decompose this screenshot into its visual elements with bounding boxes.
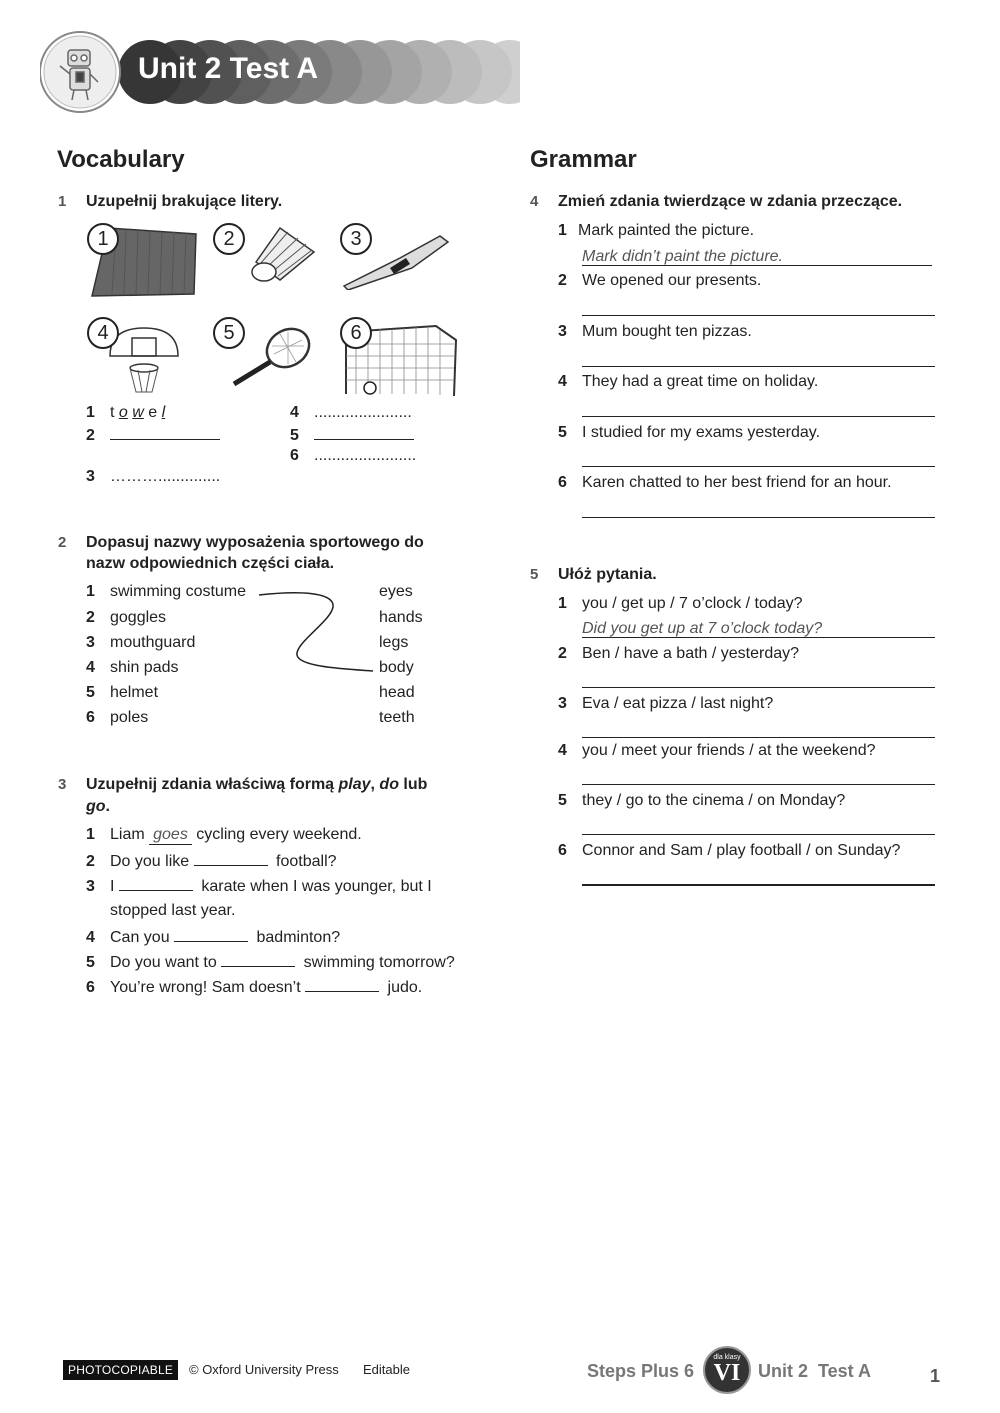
photocopiable-label: PHOTOCOPIABLE	[63, 1360, 178, 1380]
ex4-item-3-num: 3	[558, 323, 567, 340]
ex2-left-6[interactable]	[86, 709, 148, 727]
ex2-left-2-text: goggles	[110, 609, 167, 626]
ex4-item-6-line[interactable]	[582, 517, 935, 518]
ex3-item-4-post: badminton?	[252, 929, 341, 946]
ex4-item-1-num: 1	[558, 222, 567, 239]
ex1-answer-5[interactable]	[290, 425, 414, 445]
ex3-item-1-post: cycling every weekend.	[191, 826, 362, 843]
ex5-item-1	[558, 595, 803, 613]
ex4-item-4-num: 4	[558, 373, 567, 390]
ex3-item-2-blank[interactable]	[194, 851, 268, 866]
ex3-title-main: Uzupełnij zdania właściwą formą	[86, 776, 339, 793]
exercise-1-number: 1	[58, 193, 67, 210]
exercise-3-number: 3	[58, 776, 67, 793]
ex3-item-1-num: 1	[86, 826, 95, 843]
ex3-word-play: play	[338, 776, 371, 793]
ex5-item-2	[558, 645, 799, 663]
ex3-item-4-blank[interactable]	[174, 927, 248, 942]
ex4-item-1-answer[interactable]: Mark didn’t paint the picture.	[582, 248, 783, 265]
exercise-5-number: 5	[530, 566, 539, 583]
ex5-item-1-num: 1	[558, 595, 567, 612]
ex5-item-4-text: you / meet your friends / at the weekend?	[582, 742, 876, 759]
ex4-item-4-text: They had a great time on holiday.	[582, 373, 819, 390]
ex2-left-4-text: shin pads	[110, 659, 179, 676]
ex5-item-2-line[interactable]	[582, 687, 935, 688]
exercise-1-title: Uzupełnij brakujące litery.	[86, 193, 283, 210]
ex3-item-1	[86, 826, 362, 845]
ex2-left-4-num: 4	[86, 659, 95, 676]
ex5-item-1-answer[interactable]: Did you get up at 7 o’clock today?	[582, 620, 823, 637]
grammar-heading: Grammar	[530, 146, 637, 173]
ex3-item-2-pre: Do you like	[110, 853, 194, 870]
ex5-item-6-line[interactable]	[582, 884, 935, 886]
ex2-left-5-text: helmet	[110, 684, 159, 701]
ex2-left-4[interactable]	[86, 659, 179, 677]
exercise-4-title: Zmień zdania twierdzące w zdania przeczące.	[558, 193, 903, 210]
ex2-left-5[interactable]	[86, 684, 158, 702]
ex2-left-6-num: 6	[86, 709, 95, 726]
ex4-item-3-line[interactable]	[582, 366, 935, 367]
exercise-2-title-line1: Dopasuj nazwy wyposażenia sportowego do	[86, 534, 424, 551]
page-title: Unit 2 Test A	[138, 52, 319, 85]
ex4-item-4	[558, 373, 818, 391]
ex5-item-5-text: they / go to the cinema / on Monday?	[582, 792, 846, 809]
vocabulary-heading: Vocabulary	[57, 146, 185, 173]
ex3-item-3-cont-text: stopped last year.	[110, 902, 236, 919]
ex4-item-1-text: Mark painted the picture.	[578, 222, 755, 239]
ex4-item-5-line[interactable]	[582, 466, 935, 467]
ex1-answer-3-blank[interactable]: ………..............	[110, 468, 221, 485]
ex1-answer-2-num: 2	[86, 427, 95, 444]
ex5-item-6-num: 6	[558, 842, 567, 859]
ex4-item-5-num: 5	[558, 424, 567, 441]
ex2-left-1-num: 1	[86, 583, 95, 600]
ex4-item-1-line[interactable]	[582, 265, 932, 266]
ex1-answer-5-num: 5	[290, 427, 299, 444]
picture-number-4: 4	[87, 317, 119, 349]
ex5-item-4	[558, 742, 876, 760]
ex3-item-6	[86, 977, 422, 997]
ex2-left-5-num: 5	[86, 684, 95, 701]
ex3-item-3-post: karate when I was younger, but I	[196, 878, 432, 895]
ex2-left-3-text: mouthguard	[110, 634, 196, 651]
ex3-item-3	[86, 876, 432, 896]
ex1-answer-6[interactable]	[290, 447, 416, 465]
ex3-item-6-num: 6	[86, 979, 95, 996]
exercise-4-number: 4	[530, 193, 539, 210]
ex3-comma: ,	[370, 776, 380, 793]
ex5-item-5	[558, 792, 845, 810]
ex2-right-hands[interactable]: hands	[379, 609, 423, 626]
shuttlecock-icon	[240, 222, 320, 290]
ex3-item-5-blank[interactable]	[221, 952, 295, 967]
ex5-item-3-text: Eva / eat pizza / last night?	[582, 695, 774, 712]
ex5-item-3-line[interactable]	[582, 737, 935, 738]
book-title: Steps Plus 6	[587, 1361, 695, 1381]
class-badge-roman: VI	[713, 1360, 741, 1386]
picture-number-2: 2	[213, 223, 245, 255]
ex2-left-6-text: poles	[110, 709, 149, 726]
ex3-item-5-pre: Do you want to	[110, 954, 222, 971]
picture-number-1: 1	[87, 223, 119, 255]
ex5-item-2-text: Ben / have a bath / yesterday?	[582, 645, 800, 662]
ex4-item-1	[558, 222, 754, 240]
ex3-item-3-cont	[86, 902, 235, 920]
ex2-right-teeth[interactable]: teeth	[379, 709, 415, 726]
ex5-item-1-text: you / get up / 7 o’clock / today?	[582, 595, 803, 612]
picture-number-3: 3	[340, 223, 372, 255]
ex2-right-legs[interactable]: legs	[379, 634, 409, 651]
footer-unit: Unit 2 Test A	[758, 1361, 872, 1381]
ex1-answer-4[interactable]	[290, 404, 412, 422]
ex3-item-3-pre: I	[110, 878, 119, 895]
ex5-item-6-text: Connor and Sam / play football / on Sunday?	[582, 842, 901, 859]
ex1-answer-4-blank[interactable]: ......................	[314, 404, 412, 421]
ex4-item-6	[558, 474, 892, 492]
ex4-item-5	[558, 424, 820, 442]
ex5-item-4-num: 4	[558, 742, 567, 759]
ex4-item-3	[558, 323, 752, 341]
ex3-item-4-num: 4	[86, 929, 95, 946]
ex1-answer-1	[86, 404, 165, 422]
ex4-item-6-text: Karen chatted to her best friend for an hour.	[582, 474, 892, 491]
ex5-item-3-num: 3	[558, 695, 567, 712]
ex3-item-2-post: football?	[271, 853, 337, 870]
picture-number-6: 6	[340, 317, 372, 349]
ex3-item-5-post: swimming tomorrow?	[299, 954, 455, 971]
editable-label: Editable	[363, 1362, 410, 1377]
ex3-item-6-blank[interactable]	[305, 977, 379, 992]
ex3-word-go: go	[86, 798, 106, 815]
picture-number-5: 5	[213, 317, 245, 349]
ex2-match-line	[255, 585, 380, 680]
class-badge	[703, 1346, 751, 1394]
ex2-left-2-num: 2	[86, 609, 95, 626]
page-number: 1	[930, 1366, 941, 1386]
ex1-answer-4-num: 4	[290, 404, 299, 421]
ex2-right-eyes[interactable]: eyes	[379, 583, 413, 600]
ex4-item-2-num: 2	[558, 272, 567, 289]
ex2-left-3[interactable]	[86, 634, 195, 652]
ex4-item-5-text: I studied for my exams yesterday.	[582, 424, 821, 441]
copyright: © Oxford University Press	[189, 1362, 339, 1377]
ex5-item-4-line[interactable]	[582, 784, 935, 785]
ex2-left-1[interactable]	[86, 583, 246, 601]
ex4-item-2	[558, 272, 761, 290]
ex3-item-4	[86, 927, 340, 947]
ex5-item-5-line[interactable]	[582, 834, 935, 835]
ex5-item-3	[558, 695, 773, 713]
exercise-3-title	[86, 774, 456, 818]
ex3-item-2-num: 2	[86, 853, 95, 870]
ex4-item-2-text: We opened our presents.	[582, 272, 762, 289]
ex2-left-1-text: swimming costume	[110, 583, 247, 600]
ex1-answer-2-blank[interactable]	[110, 425, 220, 440]
ex3-lub: lub	[398, 776, 428, 793]
ex2-right-head[interactable]: head	[379, 684, 415, 701]
ex5-item-5-num: 5	[558, 792, 567, 809]
ex2-left-2[interactable]	[86, 609, 166, 627]
ex4-item-3-text: Mum bought ten pizzas.	[582, 323, 752, 340]
ex1-answer-1-text: t o w e l	[110, 404, 166, 421]
ex5-item-1-line[interactable]	[582, 637, 935, 638]
exercise-2-number: 2	[58, 534, 67, 551]
ex1-answer-3-num: 3	[86, 468, 95, 485]
ex5-item-2-num: 2	[558, 645, 567, 662]
ex3-dot: .	[105, 798, 110, 815]
ex4-item-4-line[interactable]	[582, 416, 935, 417]
ex2-left-3-num: 3	[86, 634, 95, 651]
ex3-item-1-answer[interactable]: goes	[149, 826, 192, 845]
ex4-item-2-line[interactable]	[582, 315, 935, 316]
ex1-answer-3[interactable]	[86, 468, 220, 486]
class-badge-small-text: dla klasy	[713, 1354, 741, 1361]
ex3-item-2	[86, 851, 337, 871]
ex5-item-6	[558, 842, 900, 860]
ex3-item-6-pre: You’re wrong! Sam doesn’t	[110, 979, 306, 996]
ex3-item-6-post: judo.	[383, 979, 423, 996]
ex3-item-3-num: 3	[86, 878, 95, 895]
ex3-item-5-num: 5	[86, 954, 95, 971]
picture-shuttlecock	[240, 222, 320, 290]
exercise-2-title-line2: nazw odpowiednich części ciała.	[86, 555, 335, 572]
ex2-right-body[interactable]: body	[379, 659, 414, 676]
ex1-answer-5-blank[interactable]	[314, 425, 414, 440]
ex1-answer-2[interactable]	[86, 425, 220, 445]
ex1-answer-6-blank[interactable]: .......................	[314, 447, 417, 464]
ex4-item-6-num: 6	[558, 474, 567, 491]
ex3-item-1-pre: Liam	[110, 826, 150, 843]
ex1-answer-6-num: 6	[290, 447, 299, 464]
ex1-answer-1-num: 1	[86, 404, 95, 421]
ex3-item-3-blank[interactable]	[119, 876, 193, 891]
ex3-item-4-pre: Can you	[110, 929, 175, 946]
exercise-5-title: Ułóż pytania.	[558, 566, 657, 583]
ex3-item-5	[86, 952, 455, 972]
ex3-word-do: do	[379, 776, 399, 793]
